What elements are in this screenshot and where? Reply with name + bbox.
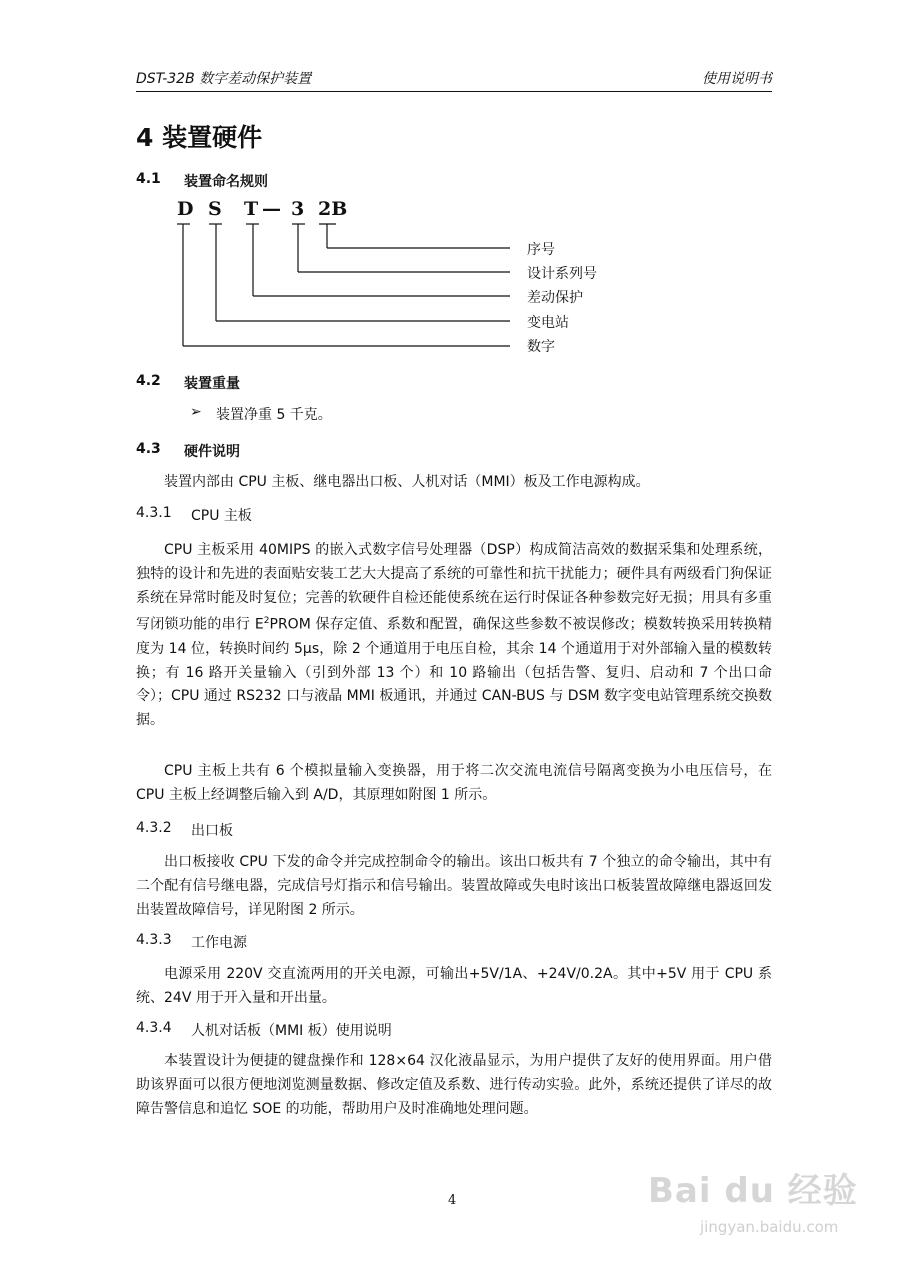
section-4-3-3-number: 4.3.3 [136,932,172,948]
legend-digital: 数字 [527,339,555,355]
section-4-3-title: 硬件说明 [184,444,240,460]
weight-bullet-text: 装置净重 5 千克。 [216,407,332,423]
output-board-paragraph [136,851,772,922]
code-2b: 2B [318,198,348,220]
code-dash: — [262,198,281,220]
section-4-3-4-title: 人机对话板（MMI 板）使用说明 [191,1023,392,1039]
header-doc-title: DST-32B 数字差动保护装置 [136,71,312,87]
watermark-url: jingyan.baidu.com [700,1218,839,1236]
superscript-2: 2 [263,616,270,627]
chapter-title: 4 装置硬件 [136,123,263,152]
code-letter-t: T [244,198,259,220]
section-4-1-number: 4.1 [136,171,161,187]
section-4-3-2-number: 4.3.2 [136,820,172,836]
cpu-board-text-part-b: PROM 保存定值、系数和配置，确保这些参数不被误修改；模数转换采用转换精度为 14 位，转换时间约 5μs，除 2 个通道用于电压自检，其余 14 个通道用于对外部输入量的模数转换；有 16 路开关量输入（引到外部 13 个）和 10 路输出（包括告警、复归、启动和 7 个出口命令）；CPU 通过 RS232 口与液晶 MMI 板通讯，并通过 CAN-BUS 与 DSM 数字变电站管理系统交换数据。 [136,617,773,729]
code-letter-d: D [177,198,194,220]
cpu-board-paragraph-1 [136,539,772,733]
code-letter-s: S [208,198,222,220]
cpu-board-text-2: CPU 主板上共有 6 个模拟量输入变换器，用于将二次交流电流信号隔离变换为小电压信号，在 CPU 主板上经调整后输入到 A/D，其原理如附图 1 所示。 [136,763,772,803]
legend-design-series: 设计系列号 [527,266,597,282]
section-4-3-1-number: 4.3.1 [136,505,172,521]
section-4-3-4-number: 4.3.4 [136,1020,172,1036]
header-manual-label: 使用说明书 [702,71,772,87]
mmi-board-text: 本装置设计为便捷的键盘操作和 128×64 汉化液晶显示，为用户提供了友好的使用界面。用户借助该界面可以很方便地浏览测量数据、修改定值及系数、进行传动实验。此外，系统还提供了详尽的故障告警信息和追忆 SOE 的功能，帮助用户及时准确地处理问题。 [136,1053,772,1117]
mmi-board-paragraph [136,1050,772,1121]
section-4-3-1-title: CPU 主板 [191,508,252,524]
baidu-jingyan-watermark-logo: Bai du 经验 [648,1171,858,1211]
cpu-board-paragraph-2 [136,760,772,808]
hardware-intro-text: 装置内部由 CPU 主板、继电器出口板、人机对话（MMI）板及工作电源构成。 [164,474,650,490]
section-4-1-title: 装置命名规则 [184,174,268,190]
section-4-2-number: 4.2 [136,373,161,389]
power-supply-paragraph [136,963,772,1011]
legend-serial-number: 序号 [527,242,555,258]
legend-substation: 变电站 [527,315,569,331]
bullet-arrow-icon: ➢ [190,404,202,420]
hardware-intro-paragraph [136,471,772,495]
naming-rule-connector-lines [0,0,905,400]
power-supply-text: 电源采用 220V 交直流两用的开关电源，可输出+5V/1A、+24V/0.2A。其中+5V 用于 CPU 系统、24V 用于开入量和开出量。 [136,966,772,1006]
output-board-text: 出口板接收 CPU 下发的命令并完成控制命令的输出。该出口板共有 7 个独立的命令输出，其中有二个配有信号继电器，完成信号灯指示和信号输出。装置故障或失电时该出口板装置故障继电器返回发出装置故障信号，详见附图 2 所示。 [136,854,772,918]
page-number: 4 [448,1193,457,1208]
code-digit-3: 3 [291,198,305,220]
section-4-2-title: 装置重量 [184,376,240,392]
cpu-board-text-part-a: CPU 主板采用 40MIPS 的嵌入式数字信号处理器（DSP）构成简洁高效的数据采集和处理系统，独特的设计和先进的表面贴安装工艺大大提高了系统的可靠性和抗干扰能力；硬件具有两级看门狗保证系统在异常时能及时复位；完善的软硬件自检还能使系统在运行时保证各种参数完好无损；用具有多重写闭锁功能的串行 E [136,542,772,634]
section-4-3-2-title: 出口板 [191,823,233,839]
legend-differential-protection: 差动保护 [527,290,583,306]
section-4-3-number: 4.3 [136,441,161,457]
section-4-3-3-title: 工作电源 [191,935,247,951]
